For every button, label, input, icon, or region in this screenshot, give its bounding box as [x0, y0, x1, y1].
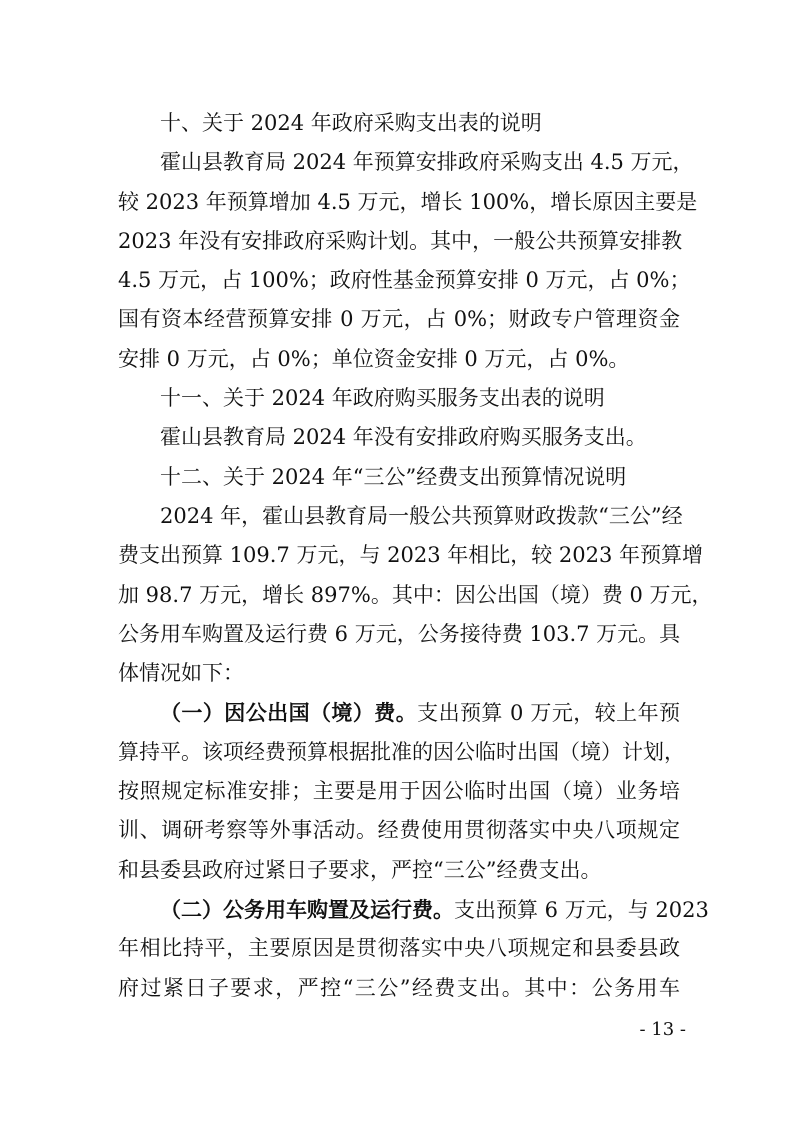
line-text: 算持平。该项经费预算根据批准的因公临时出国（境）计划，	[118, 739, 685, 764]
paragraph-line	[118, 654, 680, 693]
paragraph-line	[118, 143, 694, 182]
bold-lead-text: （二）公务用车购置及运行费。	[160, 896, 454, 922]
paragraph-line	[118, 497, 683, 536]
line-text: 2023 年没有安排政府采购计划。其中，一般公共预算安排教	[118, 228, 683, 253]
page-number: - 13 -	[639, 1019, 686, 1040]
line-text: 训、调研考察等外事活动。经费使用贯彻落实中央八项规定	[118, 818, 680, 843]
paragraph-line	[118, 929, 680, 968]
body-text	[118, 104, 713, 1008]
paragraph-line	[118, 890, 709, 929]
paragraph-line	[118, 772, 680, 811]
line-text: 国有资本经营预算安排 0 万元，占 0%；财政专户管理资金	[118, 307, 680, 332]
line-text: 年相比持平，主要原因是贯彻落实中央八项规定和县委县政	[118, 936, 680, 961]
paragraph-line	[118, 576, 713, 615]
paragraph-line	[118, 811, 680, 850]
paragraph-line	[118, 851, 680, 890]
line-text: 公务用车购置及运行费 6 万元，公务接待费 103.7 万元。具	[118, 621, 681, 646]
line-text: 4.5 万元，占 100%；政府性基金预算安排 0 万元，占 0%；	[118, 268, 691, 293]
paragraph-line	[118, 340, 680, 379]
line-text: 2024 年，霍山县教育局一般公共预算财政拨款“三公”经	[160, 503, 683, 528]
line-text: 十、关于 2024 年政府采购支出表的说明	[160, 111, 542, 135]
line-text: 和县委县政府过紧日子要求，严控“三公”经费支出。	[118, 857, 602, 882]
line-text: 府过紧日子要求，严控“三公”经费支出。其中：公务用车	[118, 975, 680, 1000]
paragraph-line	[118, 969, 680, 1008]
paragraph-line	[118, 222, 683, 261]
paragraph-line	[118, 536, 704, 575]
line-text: 霍山县教育局 2024 年预算安排政府采购支出 4.5 万元，	[160, 150, 694, 175]
paragraph-line	[118, 693, 680, 732]
line-text: 支出预算 6 万元，与 2023	[454, 897, 709, 922]
line-text: 按照规定标准安排；主要是用于因公临时出国（境）业务培	[118, 779, 680, 804]
paragraph-line	[118, 733, 685, 772]
line-text: 霍山县教育局 2024 年没有安排政府购买服务支出。	[160, 425, 647, 450]
paragraph-line	[118, 261, 691, 300]
section-heading	[118, 104, 680, 143]
paragraph-line	[118, 615, 680, 654]
section-heading	[118, 458, 680, 497]
line-text: 较 2023 年预算增加 4.5 万元，增长 100%，增长原因主要是	[118, 189, 698, 214]
line-text: 支出预算 0 万元，较上年预	[417, 701, 680, 726]
bold-lead-text: （一）因公出国（境）费。	[160, 700, 418, 726]
line-text: 加 98.7 万元，增长 897%。其中：因公出国（境）费 0 万元，	[118, 582, 713, 607]
line-text: 十二、关于 2024 年“三公”经费支出预算情况说明	[160, 464, 627, 489]
section-heading	[118, 379, 680, 418]
paragraph-line	[118, 300, 680, 339]
paragraph-line	[118, 418, 680, 457]
line-text: 十一、关于 2024 年政府购买服务支出表的说明	[160, 386, 605, 411]
line-text: 安排 0 万元，占 0%；单位资金安排 0 万元，占 0%。	[118, 346, 630, 371]
line-text: 体情况如下：	[118, 661, 244, 686]
line-text: 费支出预算 109.7 万元，与 2023 年相比，较 2023 年预算增	[118, 543, 704, 568]
paragraph-line	[118, 183, 698, 222]
